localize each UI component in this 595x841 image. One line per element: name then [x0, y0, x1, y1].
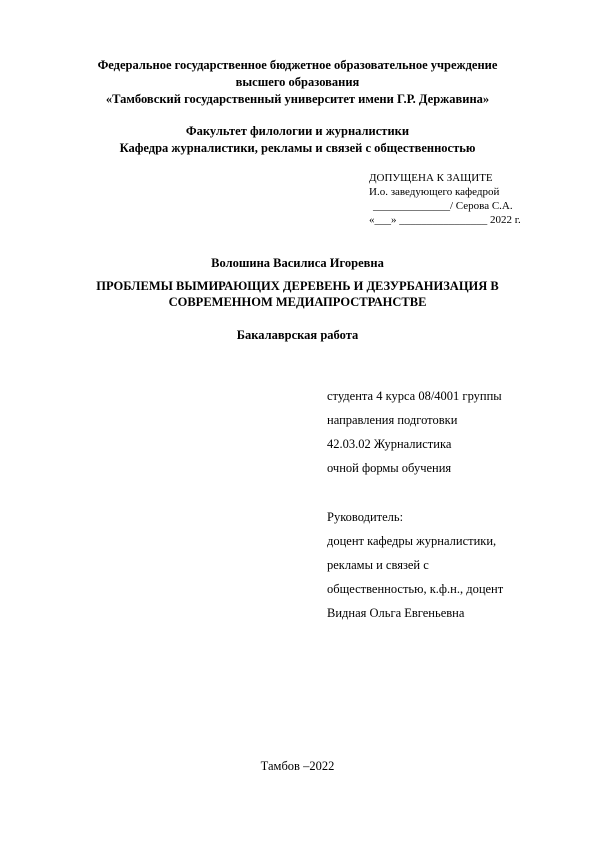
faculty-line: Факультет филологии и журналистики: [185, 124, 410, 138]
institution-line-1: Федеральное государственное бюджетное образовательное учреждение: [97, 58, 498, 72]
thesis-title: [0, 278, 595, 310]
approval-date-line: «___» ________________ 2022 г.: [369, 214, 521, 226]
supervisor-line-3: общественностью, к.ф.н., доцент: [327, 582, 504, 596]
approval-role: И.о. заведующего кафедрой: [369, 186, 500, 198]
city-year: Тамбов –2022: [260, 759, 335, 773]
student-specialty-line: 42.03.02 Журналистика: [327, 437, 452, 451]
student-course-line: студента 4 курса 08/4001 группы: [327, 389, 502, 403]
institution-block: [0, 57, 595, 108]
supervisor-label: Руководитель:: [327, 510, 404, 524]
author-name: Волошина Василиса Игоревна: [211, 256, 384, 270]
approval-block: [369, 171, 579, 227]
student-form-line: очной формы обучения: [327, 461, 452, 475]
supervisor-line-1: доцент кафедры журналистики,: [327, 534, 497, 548]
department-line: Кафедра журналистики, рекламы и связей с общественностью: [119, 141, 476, 155]
institution-line-3: «Тамбовский государственный университет имени Г.Р. Державина»: [105, 92, 490, 106]
student-info: [327, 384, 577, 480]
approval-heading: ДОПУЩЕНА К ЗАЩИТЕ: [369, 172, 493, 184]
supervisor-info: [327, 505, 577, 625]
supervisor-name: Видная Ольга Евгеньевна: [327, 606, 465, 620]
approval-signature-line: ______________/ Серова С.А.: [373, 200, 513, 212]
faculty-block: [0, 123, 595, 157]
thesis-title-line-2: СОВРЕМЕННОМ МЕДИАПРОСТРАНСТВЕ: [168, 295, 427, 309]
institution-line-2: высшего образования: [235, 75, 360, 89]
work-type: Бакалаврская работа: [236, 328, 359, 342]
supervisor-line-2: рекламы и связей с: [327, 558, 429, 572]
thesis-title-line-1: ПРОБЛЕМЫ ВЫМИРАЮЩИХ ДЕРЕВЕНЬ И ДЕЗУРБАНИЗАЦИЯ В: [96, 279, 499, 293]
student-direction-line: направления подготовки: [327, 413, 458, 427]
